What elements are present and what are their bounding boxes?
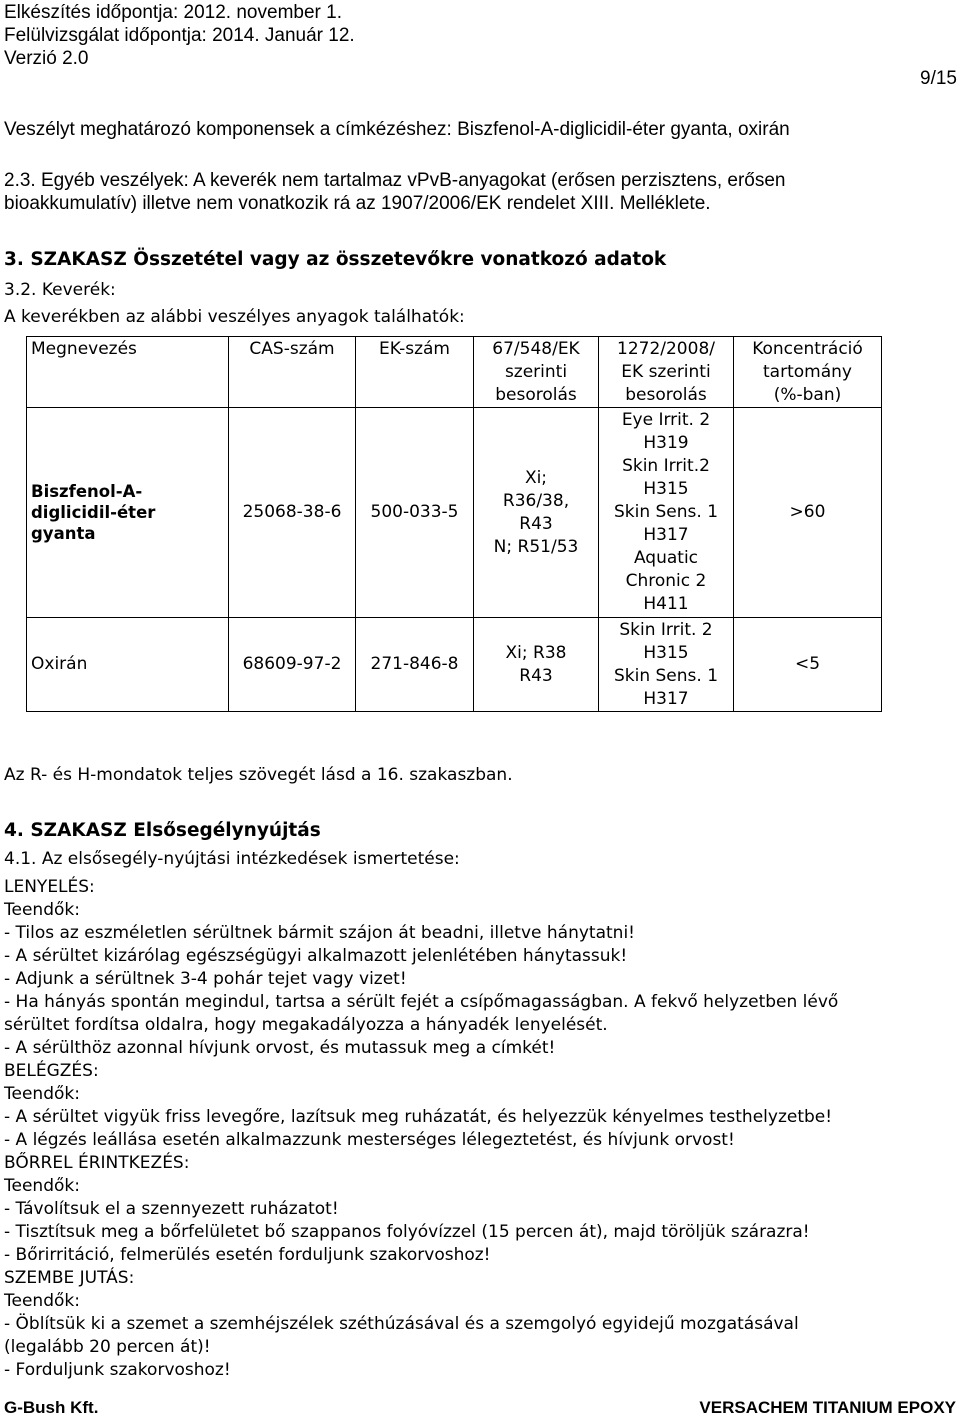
footer-product: VERSACHEM TITANIUM EPOXY	[699, 1398, 956, 1417]
header-dsd: 67/548/EK szerinti besorolás	[474, 337, 599, 408]
list-item: - A sérültet kizárólag egészségügyi alkalmazott jelenlétében hánytassuk!	[4, 946, 628, 966]
section3-intro: A keverékben az alábbi veszélyes anyagok találhatók:	[4, 307, 465, 327]
table-header-row	[27, 337, 882, 408]
tasks-label: Teendők:	[4, 1176, 80, 1196]
tasks-label: Teendők:	[4, 1084, 80, 1104]
section4-title: 4. SZAKASZ Elsősegélynyújtás	[4, 820, 321, 841]
list-item: - Távolítsuk el a szennyezett ruházatot!	[4, 1199, 339, 1219]
list-item: - Bőrirritáció, felmerülés esetén forduljunk szakorvoshoz!	[4, 1245, 491, 1265]
composition-table	[26, 336, 882, 712]
tasks-label: Teendők:	[4, 1291, 80, 1311]
eye-contact-heading: SZEMBE JUTÁS:	[4, 1268, 135, 1288]
cell-ek: 500-033-5	[356, 408, 474, 618]
list-item: - Adjunk a sérültnek 3-4 pohár tejet vagy vizet!	[4, 969, 407, 989]
table-row	[27, 408, 882, 618]
other-hazards-line2: bioakkumulatív) illetve nem vonatkozik rá az 1907/2006/EK rendelet XIII. Melléklete.	[4, 193, 711, 214]
other-hazards-line1: 2.3. Egyéb veszélyek: A keverék nem tartalmaz vPvB-anyagokat (erősen perzisztens, erősen	[4, 170, 786, 191]
created-date: Elkészítés időpontja: 2012. november 1.	[4, 2, 342, 23]
skin-contact-heading: BŐRREL ÉRINTKEZÉS:	[4, 1153, 190, 1173]
list-item: - A sérülthöz azonnal hívjunk orvost, és mutassuk meg a címkét!	[4, 1038, 556, 1058]
list-item: - Tilos az eszméletlen sérültnek bármit szájon át beadni, illetve hánytatni!	[4, 923, 635, 943]
section3-subtitle: 3.2. Keverék:	[4, 280, 116, 300]
section4-subtitle: 4.1. Az elsősegély-nyújtási intézkedések ismertetése:	[4, 849, 460, 869]
list-item: - Öblítsük ki a szemet a szemhéjszélek széthúzásával és a szemgolyó egyidejű mozgatásával	[4, 1314, 799, 1334]
cell-clp: Eye Irrit. 2 H319 Skin Irrit.2 H315 Skin Sens. 1 H317 Aquatic Chronic 2 H411	[599, 408, 734, 618]
list-item: (legalább 20 percen át)!	[4, 1337, 211, 1357]
header-clp: 1272/2008/ EK szerinti besorolás	[599, 337, 734, 408]
cell-name: Oxirán	[27, 618, 229, 712]
cell-dsd: Xi; R38 R43	[474, 618, 599, 712]
header-name: Megnevezés	[27, 337, 229, 408]
header-concentration: Koncentráció tartomány (%-ban)	[734, 337, 882, 408]
footer-company: G-Bush Kft.	[4, 1398, 99, 1417]
header-ek: EK-szám	[356, 337, 474, 408]
list-item: - A sérültet vigyük friss levegőre, lazítsuk meg ruházatát, és helyezzük kényelmes testhelyzetbe!	[4, 1107, 833, 1127]
list-item: - A légzés leállása esetén alkalmazzunk mesterséges lélegeztetést, és hívjunk orvost!	[4, 1130, 735, 1150]
table-row	[27, 618, 882, 712]
cell-ek: 271-846-8	[356, 618, 474, 712]
header-cas: CAS-szám	[229, 337, 356, 408]
list-item: - Forduljunk szakorvoshoz!	[4, 1360, 231, 1380]
cell-cas: 68609-97-2	[229, 618, 356, 712]
ingestion-heading: LENYELÉS:	[4, 877, 95, 897]
cell-name: Biszfenol-A- diglicidil-éter gyanta	[27, 408, 229, 618]
cell-dsd: Xi; R36/38, R43 N; R51/53	[474, 408, 599, 618]
list-item: sérültet fordítsa oldalra, hogy megakadályozza a hányadék lenyelését.	[4, 1015, 608, 1035]
tasks-label: Teendők:	[4, 900, 80, 920]
page-number: 9/15	[920, 68, 957, 89]
inhalation-heading: BELÉGZÉS:	[4, 1061, 99, 1081]
cell-clp: Skin Irrit. 2 H315 Skin Sens. 1 H317	[599, 618, 734, 712]
rh-phrases-note: Az R- és H-mondatok teljes szövegét lásd a 16. szakaszban.	[4, 765, 513, 785]
revision-date: Felülvizsgálat időpontja: 2014. Január 12.	[4, 25, 355, 46]
cell-concentration: >60	[734, 408, 882, 618]
version: Verzió 2.0	[4, 48, 89, 69]
list-item: - Tisztítsuk meg a bőrfelületet bő szappanos folyóvízzel (15 percen át), majd töröljük szárazra!	[4, 1222, 810, 1242]
section3-title: 3. SZAKASZ Összetétel vagy az összetevőkre vonatkozó adatok	[4, 249, 667, 270]
section4-body	[4, 876, 838, 1382]
hazard-components-line: Veszélyt meghatározó komponensek a címkézéshez: Biszfenol-A-diglicidil-éter gyanta, oxirán	[4, 119, 790, 140]
list-item: - Ha hányás spontán megindul, tartsa a sérült fejét a csípőmagasságban. A fekvő helyzetben lévő	[4, 992, 839, 1012]
cell-concentration: <5	[734, 618, 882, 712]
cell-cas: 25068-38-6	[229, 408, 356, 618]
